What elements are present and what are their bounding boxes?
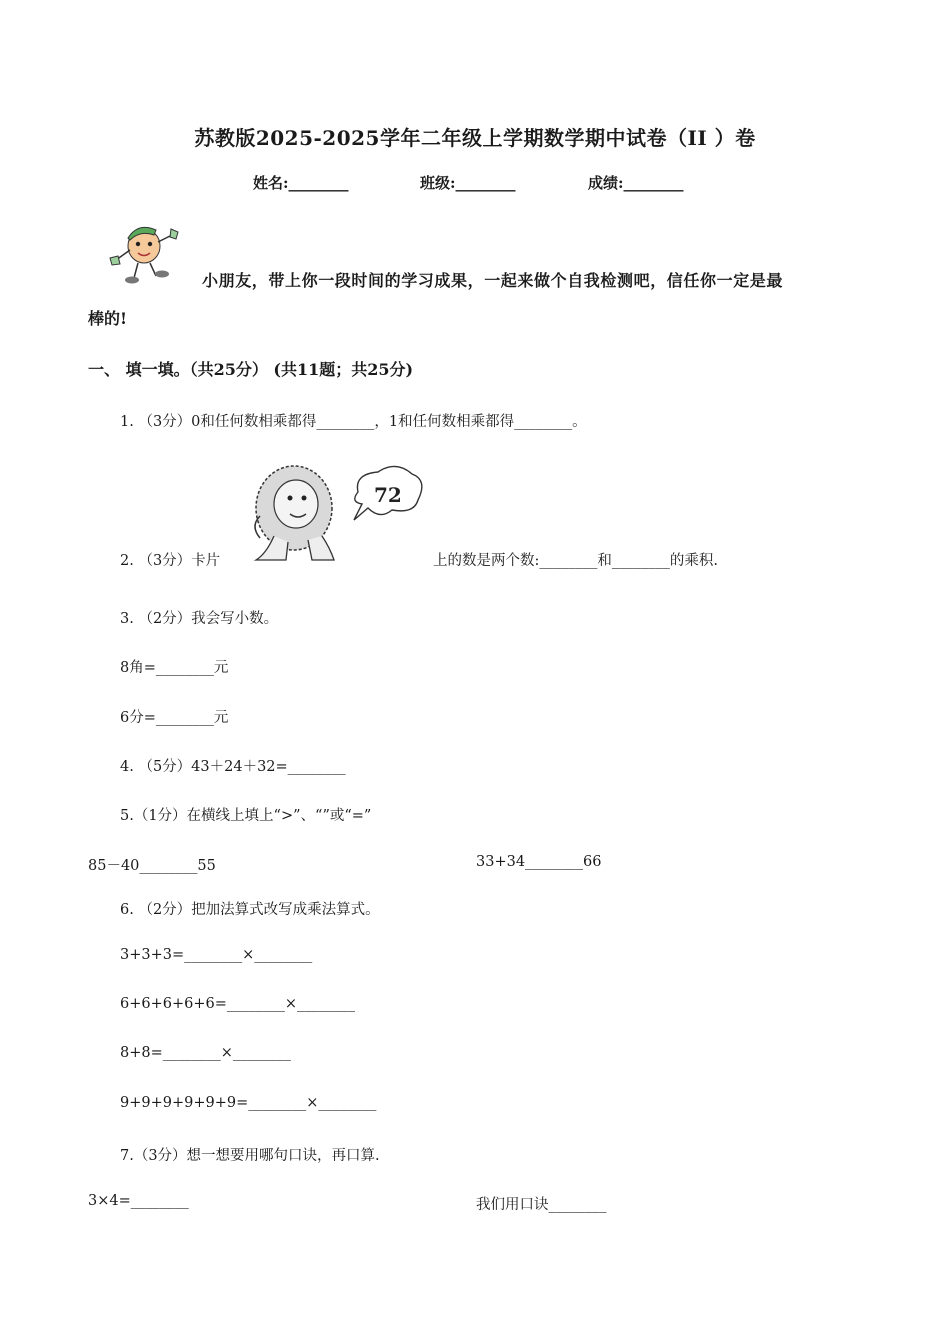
section-heading: 一、 填一填。（共25分） (共11题；共25分): [88, 360, 414, 379]
question-5a: 85－40________55: [88, 858, 216, 874]
question-5: 5.（1分）在横线上填上“>”、“”或“=”: [120, 808, 372, 824]
intro-text-line2: 棒的!: [88, 309, 128, 328]
class-field: 班级:________: [420, 174, 516, 192]
question-2-prefix: 2. （3分）卡片: [120, 553, 221, 569]
question-3a: 8角=________元: [120, 660, 229, 676]
question-5b: 33+34________66: [476, 854, 602, 870]
page-title: 苏教版2025-2025学年二年级上学期数学期中试卷（II ）卷: [194, 126, 756, 150]
question-7b: 我们用口诀________: [476, 1197, 607, 1213]
question-6d: 9+9+9+9+9+9=________×________: [120, 1095, 377, 1111]
question-3: 3. （2分）我会写小数。: [120, 611, 279, 627]
name-field: 姓名:________: [253, 174, 349, 192]
question-6b: 6+6+6+6+6=________×________: [120, 996, 356, 1012]
question-7a: 3×4=________: [88, 1193, 189, 1209]
score-field: 成绩:________: [588, 174, 684, 192]
question-6c: 8+8=________×________: [120, 1045, 291, 1061]
question-4: 4. （5分）43＋24＋32=________: [120, 759, 346, 775]
lion-card-number: 72: [374, 483, 402, 507]
question-7: 7.（3分）想一想要用哪句口诀，再口算.: [120, 1148, 380, 1164]
lion-card-illustration: [246, 456, 428, 568]
question-6a: 3+3+3=________×________: [120, 947, 313, 963]
question-1: 1. （3分）0和任何数相乘都得________，1和任何数相乘都得________。: [120, 414, 587, 430]
mascot-illustration: [108, 220, 188, 286]
question-3b: 6分=________元: [120, 710, 229, 726]
question-2-suffix: 上的数是两个数:________和________的乘积.: [433, 553, 718, 569]
question-6: 6. （2分）把加法算式改写成乘法算式。: [120, 902, 380, 918]
intro-text-line1: 小朋友，带上你一段时间的学习成果，一起来做个自我检测吧，信任你一定是最: [202, 271, 784, 290]
